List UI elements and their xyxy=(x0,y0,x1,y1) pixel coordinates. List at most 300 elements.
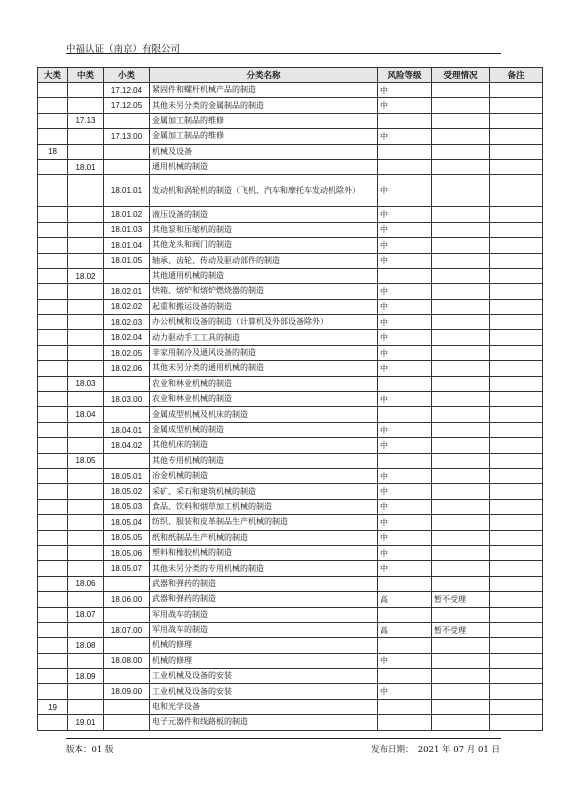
cell-risk: 中 xyxy=(378,222,432,237)
cell-risk xyxy=(378,159,432,174)
cell-major xyxy=(38,653,68,668)
cell-name: 发动机和涡轮机的制造（飞机、汽车和摩托车发动机除外） xyxy=(150,175,378,207)
cell-minor: 18.02.03 xyxy=(104,315,150,330)
cell-note xyxy=(490,684,543,699)
cell-note xyxy=(490,407,543,422)
cell-mid xyxy=(68,253,104,268)
cell-mid: 18.01 xyxy=(68,159,104,174)
cell-major xyxy=(38,576,68,591)
cell-status xyxy=(432,468,490,483)
cell-major xyxy=(38,592,68,607)
cell-major xyxy=(38,407,68,422)
cell-note xyxy=(490,638,543,653)
cell-status xyxy=(432,438,490,453)
cell-name: 机械的修理 xyxy=(150,653,378,668)
table-row xyxy=(38,499,543,514)
cell-mid xyxy=(68,545,104,560)
cell-minor: 18.05.01 xyxy=(104,468,150,483)
cell-major: 19 xyxy=(38,699,68,714)
cell-minor xyxy=(104,715,150,730)
cell-note xyxy=(490,361,543,376)
cell-note xyxy=(490,515,543,530)
cell-note xyxy=(490,268,543,283)
cell-risk: 中 xyxy=(378,422,432,437)
cell-minor xyxy=(104,669,150,684)
cell-mid xyxy=(68,530,104,545)
cell-mid xyxy=(68,592,104,607)
cell-name: 电子元器件和线路板的制造 xyxy=(150,715,378,730)
cell-note xyxy=(490,238,543,253)
cell-status xyxy=(432,607,490,622)
cell-risk: 中 xyxy=(378,238,432,253)
cell-note xyxy=(490,175,543,207)
cell-risk xyxy=(378,144,432,159)
cell-note xyxy=(490,330,543,345)
table-row xyxy=(38,638,543,653)
cell-major xyxy=(38,268,68,283)
cell-mid xyxy=(68,422,104,437)
cell-major xyxy=(38,345,68,360)
cell-minor xyxy=(104,638,150,653)
table-row xyxy=(38,407,543,422)
cell-note xyxy=(490,622,543,637)
cell-note xyxy=(490,159,543,174)
col-header-name: 分类名称 xyxy=(150,68,378,83)
cell-major xyxy=(38,422,68,437)
table-body xyxy=(38,83,543,731)
cell-risk: 中 xyxy=(378,253,432,268)
table-row xyxy=(38,515,543,530)
cell-minor: 18.02.06 xyxy=(104,361,150,376)
cell-name: 液压设备的制造 xyxy=(150,207,378,222)
cell-name: 金属加工制品的维修 xyxy=(150,113,378,128)
cell-name: 纸和纸制品生产机械的制造 xyxy=(150,530,378,545)
cell-name: 通用机械的制造 xyxy=(150,159,378,174)
cell-name: 武器和弹药的制造 xyxy=(150,576,378,591)
table-row xyxy=(38,175,543,207)
cell-major xyxy=(38,129,68,144)
cell-status xyxy=(432,422,490,437)
cell-major xyxy=(38,284,68,299)
cell-risk: 高 xyxy=(378,592,432,607)
table-row xyxy=(38,253,543,268)
cell-risk xyxy=(378,407,432,422)
cell-minor: 18.02.02 xyxy=(104,299,150,314)
cell-name: 纺织、服装和皮革制品生产机械的制造 xyxy=(150,515,378,530)
cell-mid: 19.01 xyxy=(68,715,104,730)
table-row xyxy=(38,530,543,545)
cell-minor xyxy=(104,576,150,591)
cell-status xyxy=(432,715,490,730)
cell-mid xyxy=(68,284,104,299)
table-row xyxy=(38,438,543,453)
cell-name: 起重和搬运设备的制造 xyxy=(150,299,378,314)
table-row xyxy=(38,561,543,576)
cell-major xyxy=(38,207,68,222)
cell-mid xyxy=(68,684,104,699)
footer-version: 版本：01 版 xyxy=(66,745,114,755)
cell-mid xyxy=(68,561,104,576)
cell-name: 军用战车的制造 xyxy=(150,622,378,637)
cell-minor: 18.02.01 xyxy=(104,284,150,299)
cell-major xyxy=(38,315,68,330)
cell-name: 办公机械和设备的制造（计算机及外部设备除外） xyxy=(150,315,378,330)
cell-minor xyxy=(104,453,150,468)
cell-risk xyxy=(378,268,432,283)
cell-mid xyxy=(68,330,104,345)
cell-note xyxy=(490,561,543,576)
cell-minor: 18.05.06 xyxy=(104,545,150,560)
cell-status xyxy=(432,98,490,113)
table-row xyxy=(38,607,543,622)
cell-minor xyxy=(104,268,150,283)
cell-risk: 中 xyxy=(378,330,432,345)
cell-note xyxy=(490,576,543,591)
cell-risk: 中 xyxy=(378,530,432,545)
cell-status: 暂不受理 xyxy=(432,622,490,637)
cell-name: 电和光学设备 xyxy=(150,699,378,714)
cell-major xyxy=(38,299,68,314)
cell-major xyxy=(38,330,68,345)
table-row xyxy=(38,159,543,174)
cell-major xyxy=(38,98,68,113)
cell-mid xyxy=(68,484,104,499)
table-row xyxy=(38,144,543,159)
table-row xyxy=(38,653,543,668)
cell-name: 烘箱、熔炉和熔炉燃烧器的制造 xyxy=(150,284,378,299)
header-divider xyxy=(66,53,501,54)
cell-name: 非家用制冷及通风设备的制造 xyxy=(150,345,378,360)
cell-name: 机械的修理 xyxy=(150,638,378,653)
table-row xyxy=(38,345,543,360)
cell-minor xyxy=(104,113,150,128)
cell-minor: 18.01.03 xyxy=(104,222,150,237)
cell-major xyxy=(38,453,68,468)
cell-mid xyxy=(68,468,104,483)
cell-status xyxy=(432,561,490,576)
cell-mid: 18.08 xyxy=(68,638,104,653)
cell-major xyxy=(38,175,68,207)
cell-risk xyxy=(378,376,432,391)
cell-risk xyxy=(378,113,432,128)
cell-major xyxy=(38,159,68,174)
cell-status xyxy=(432,638,490,653)
cell-mid xyxy=(68,361,104,376)
cell-note xyxy=(490,345,543,360)
cell-minor: 18.04.01 xyxy=(104,422,150,437)
cell-risk: 高 xyxy=(378,622,432,637)
cell-minor: 18.02.04 xyxy=(104,330,150,345)
cell-minor: 18.01.04 xyxy=(104,238,150,253)
cell-note xyxy=(490,699,543,714)
cell-name: 动力驱动手工工具的制造 xyxy=(150,330,378,345)
cell-major xyxy=(38,253,68,268)
table-row xyxy=(38,684,543,699)
cell-name: 冶金机械的制造 xyxy=(150,468,378,483)
table-row xyxy=(38,592,543,607)
cell-mid xyxy=(68,98,104,113)
cell-mid xyxy=(68,392,104,407)
table-row xyxy=(38,392,543,407)
cell-major xyxy=(38,83,68,98)
cell-major xyxy=(38,238,68,253)
cell-risk: 中 xyxy=(378,98,432,113)
cell-name: 其他龙头和阀门的制造 xyxy=(150,238,378,253)
cell-minor: 18.05.07 xyxy=(104,561,150,576)
table-row xyxy=(38,238,543,253)
cell-minor: 17.12.04 xyxy=(104,83,150,98)
cell-risk: 中 xyxy=(378,684,432,699)
cell-major xyxy=(38,222,68,237)
table-row xyxy=(38,83,543,98)
cell-status xyxy=(432,299,490,314)
cell-status xyxy=(432,684,490,699)
cell-mid xyxy=(68,653,104,668)
cell-name: 轴承、齿轮、传动及驱动部件的制造 xyxy=(150,253,378,268)
cell-status xyxy=(432,361,490,376)
cell-note xyxy=(490,98,543,113)
cell-status xyxy=(432,113,490,128)
cell-risk: 中 xyxy=(378,653,432,668)
cell-note xyxy=(490,468,543,483)
cell-mid xyxy=(68,345,104,360)
cell-risk xyxy=(378,669,432,684)
cell-risk: 中 xyxy=(378,515,432,530)
cell-status xyxy=(432,222,490,237)
cell-minor: 17.12.05 xyxy=(104,98,150,113)
cell-risk: 中 xyxy=(378,207,432,222)
cell-name: 军用战车的制造 xyxy=(150,607,378,622)
cell-minor: 17.13.00 xyxy=(104,129,150,144)
cell-minor xyxy=(104,699,150,714)
cell-minor xyxy=(104,144,150,159)
cell-major xyxy=(38,392,68,407)
cell-name: 采矿、采石和建筑机械的制造 xyxy=(150,484,378,499)
cell-status xyxy=(432,453,490,468)
cell-risk xyxy=(378,699,432,714)
table-row xyxy=(38,98,543,113)
cell-minor: 18.01.02 xyxy=(104,207,150,222)
cell-risk xyxy=(378,607,432,622)
cell-note xyxy=(490,715,543,730)
cell-status xyxy=(432,129,490,144)
cell-risk: 中 xyxy=(378,468,432,483)
cell-risk: 中 xyxy=(378,361,432,376)
table-row xyxy=(38,113,543,128)
cell-note xyxy=(490,453,543,468)
cell-mid: 18.07 xyxy=(68,607,104,622)
cell-note xyxy=(490,438,543,453)
cell-status: 暂不受理 xyxy=(432,592,490,607)
table-row xyxy=(38,299,543,314)
cell-minor: 18.06.00 xyxy=(104,592,150,607)
cell-minor: 18.03.00 xyxy=(104,392,150,407)
table-row xyxy=(38,468,543,483)
cell-major xyxy=(38,622,68,637)
table-row xyxy=(38,545,543,560)
cell-risk xyxy=(378,453,432,468)
cell-status xyxy=(432,376,490,391)
cell-mid: 18.09 xyxy=(68,669,104,684)
cell-mid: 18.03 xyxy=(68,376,104,391)
footer-divider xyxy=(66,738,501,739)
cell-status xyxy=(432,253,490,268)
cell-status xyxy=(432,484,490,499)
cell-name: 其他泵和压缩机的制造 xyxy=(150,222,378,237)
cell-risk: 中 xyxy=(378,284,432,299)
cell-name: 金属成型机械及机床的制造 xyxy=(150,407,378,422)
table-row xyxy=(38,315,543,330)
table-header-row xyxy=(38,68,543,83)
cell-mid xyxy=(68,622,104,637)
cell-minor xyxy=(104,159,150,174)
cell-major xyxy=(38,684,68,699)
cell-note xyxy=(490,376,543,391)
cell-risk: 中 xyxy=(378,545,432,560)
cell-note xyxy=(490,669,543,684)
cell-note xyxy=(490,83,543,98)
cell-mid: 18.04 xyxy=(68,407,104,422)
cell-status xyxy=(432,530,490,545)
company-header: 中福认证（南京）有限公司 xyxy=(66,44,181,55)
cell-note xyxy=(490,144,543,159)
cell-mid: 18.06 xyxy=(68,576,104,591)
cell-note xyxy=(490,284,543,299)
cell-minor xyxy=(104,376,150,391)
cell-note xyxy=(490,207,543,222)
cell-note xyxy=(490,129,543,144)
col-header-mid: 中类 xyxy=(68,68,104,83)
cell-mid: 17.13 xyxy=(68,113,104,128)
cell-name: 紧固件和螺杆机械产品的制造 xyxy=(150,83,378,98)
cell-status xyxy=(432,175,490,207)
cell-name: 其他机床的制造 xyxy=(150,438,378,453)
cell-status xyxy=(432,545,490,560)
cell-status xyxy=(432,330,490,345)
cell-risk: 中 xyxy=(378,299,432,314)
cell-note xyxy=(490,113,543,128)
cell-minor: 18.04.02 xyxy=(104,438,150,453)
cell-major xyxy=(38,113,68,128)
cell-status xyxy=(432,315,490,330)
cell-status xyxy=(432,407,490,422)
table-row xyxy=(38,422,543,437)
cell-risk: 中 xyxy=(378,484,432,499)
cell-minor: 18.05.03 xyxy=(104,499,150,514)
cell-major xyxy=(38,515,68,530)
cell-name: 金属加工制品的维修 xyxy=(150,129,378,144)
cell-minor xyxy=(104,407,150,422)
cell-major xyxy=(38,468,68,483)
table-row xyxy=(38,268,543,283)
table-row xyxy=(38,576,543,591)
table-row xyxy=(38,715,543,730)
cell-note xyxy=(490,499,543,514)
table-row xyxy=(38,330,543,345)
cell-status xyxy=(432,144,490,159)
table-row xyxy=(38,484,543,499)
cell-mid xyxy=(68,83,104,98)
cell-name: 农业和林业机械的制造 xyxy=(150,392,378,407)
cell-name: 食品、饮料和烟草加工机械的制造 xyxy=(150,499,378,514)
cell-mid xyxy=(68,222,104,237)
cell-major xyxy=(38,376,68,391)
cell-mid xyxy=(68,515,104,530)
cell-risk: 中 xyxy=(378,561,432,576)
cell-minor: 18.09.00 xyxy=(104,684,150,699)
cell-risk xyxy=(378,576,432,591)
table-row xyxy=(38,284,543,299)
cell-minor: 18.05.04 xyxy=(104,515,150,530)
cell-mid: 18.02 xyxy=(68,268,104,283)
cell-risk: 中 xyxy=(378,83,432,98)
cell-status xyxy=(432,345,490,360)
cell-note xyxy=(490,653,543,668)
cell-major xyxy=(38,669,68,684)
cell-major xyxy=(38,561,68,576)
cell-status xyxy=(432,499,490,514)
cell-minor: 18.07.00 xyxy=(104,622,150,637)
table-row xyxy=(38,222,543,237)
cell-name: 其他专用机械的制造 xyxy=(150,453,378,468)
table-row xyxy=(38,699,543,714)
cell-note xyxy=(490,299,543,314)
cell-note xyxy=(490,222,543,237)
cell-status xyxy=(432,268,490,283)
cell-name: 其他通用机械的制造 xyxy=(150,268,378,283)
cell-risk: 中 xyxy=(378,499,432,514)
col-header-risk: 风险等级 xyxy=(378,68,432,83)
cell-name: 其他未另分类的金属制品的制造 xyxy=(150,98,378,113)
cell-risk: 中 xyxy=(378,175,432,207)
cell-major xyxy=(38,530,68,545)
cell-mid xyxy=(68,175,104,207)
cell-mid: 18.05 xyxy=(68,453,104,468)
cell-name: 工业机械及设备的安装 xyxy=(150,684,378,699)
cell-mid xyxy=(68,299,104,314)
cell-name: 金属成型机械的制造 xyxy=(150,422,378,437)
cell-minor: 18.01.05 xyxy=(104,253,150,268)
cell-major: 18 xyxy=(38,144,68,159)
cell-status xyxy=(432,515,490,530)
table-row xyxy=(38,129,543,144)
cell-note xyxy=(490,253,543,268)
cell-note xyxy=(490,592,543,607)
cell-major xyxy=(38,499,68,514)
table-row xyxy=(38,207,543,222)
cell-risk xyxy=(378,638,432,653)
cell-major xyxy=(38,545,68,560)
table-row xyxy=(38,376,543,391)
cell-mid xyxy=(68,207,104,222)
col-header-major: 大类 xyxy=(38,68,68,83)
cell-risk: 中 xyxy=(378,129,432,144)
cell-major xyxy=(38,638,68,653)
cell-status xyxy=(432,207,490,222)
cell-risk: 中 xyxy=(378,392,432,407)
cell-name: 机械及设备 xyxy=(150,144,378,159)
cell-note xyxy=(490,315,543,330)
cell-mid xyxy=(68,499,104,514)
col-header-note: 备注 xyxy=(490,68,543,83)
table-row xyxy=(38,453,543,468)
cell-name: 其他未另分类的专用机械的制造 xyxy=(150,561,378,576)
cell-status xyxy=(432,653,490,668)
cell-name: 塑料和橡胶机械的制造 xyxy=(150,545,378,560)
cell-risk xyxy=(378,715,432,730)
cell-name: 农业和林业机械的制造 xyxy=(150,376,378,391)
cell-note xyxy=(490,545,543,560)
